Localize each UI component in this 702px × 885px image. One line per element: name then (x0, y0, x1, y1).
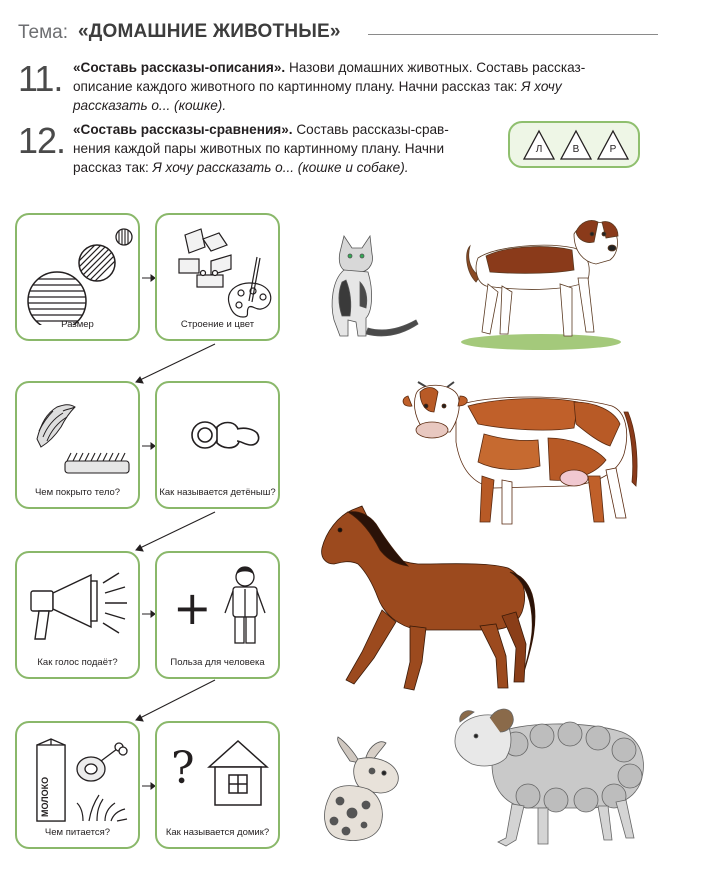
blocks-palette-icon (157, 215, 282, 325)
plan-card-size (15, 213, 140, 341)
lvr-triangles-box (508, 121, 640, 168)
task-11 (18, 58, 648, 118)
triangle-letter: Р (609, 144, 617, 155)
triangle-letter: Л (535, 144, 543, 155)
triangle-letter: В (572, 144, 580, 155)
task-text-line: нения каждой пары животных по картинному плану. Начни (73, 141, 445, 156)
plan-card-home (155, 721, 280, 849)
dog-picture (456, 212, 626, 352)
card-caption: Чем покрыто тело? (34, 487, 121, 498)
task-text-line: Назови домашних животных. Составь рассказ- (285, 60, 586, 75)
task-italic: рассказать о... (кошке). (73, 98, 227, 113)
plan-card-baby-name (155, 381, 280, 509)
plan-card-food (15, 721, 140, 849)
task-italic: Я хочу (521, 79, 562, 94)
task-text-line: Составь рассказы-срав- (292, 122, 449, 137)
plus-sign: + (173, 581, 212, 635)
card-caption: Как голос подаёт? (37, 657, 118, 668)
card-caption: Строение и цвет (180, 319, 255, 330)
circles-size-icon (17, 215, 142, 325)
task-text-line: описание каждого животного по картинному плану. Начни рассказ так: (73, 79, 522, 94)
plan-card-benefit (155, 551, 280, 679)
task-italic: Я хочу рассказать о... (кошке и собаке). (152, 160, 409, 175)
task-number: 11. (18, 58, 63, 99)
card-caption: Чем питается? (44, 827, 111, 838)
question-mark: ? (171, 743, 195, 794)
milk-label: МОЛОКО (40, 776, 50, 818)
card-caption: Размер (61, 319, 94, 330)
fur-brush-icon (17, 383, 142, 493)
triangle-l-icon (522, 129, 556, 161)
card-caption: Как называется домик? (165, 827, 270, 838)
task-number: 12. (18, 120, 66, 161)
megaphone-icon (17, 553, 142, 663)
rabbit-picture (310, 735, 414, 847)
task-text-line: рассказ так: (73, 160, 153, 175)
topic-title: «ДОМАШНИЕ ЖИВОТНЫЕ» (78, 21, 341, 42)
plan-card-voice (15, 551, 140, 679)
sheep-picture (446, 704, 646, 856)
card-caption: Польза для человека (170, 657, 265, 668)
milk-meat-grass-icon (17, 723, 142, 833)
horse-picture (318, 502, 546, 698)
triangle-r-icon (596, 129, 630, 161)
person-icon (157, 553, 282, 663)
task-bold-title: «Составь рассказы-описания». (73, 60, 286, 75)
pacifier-icon (157, 383, 282, 478)
plan-card-structure-color (155, 213, 280, 341)
task-bold-title: «Составь рассказы-сравнения». (73, 122, 293, 137)
header-rule (368, 34, 658, 35)
topic-prefix: Тема: (18, 22, 69, 43)
card-caption: Как называется детёныш? (159, 487, 276, 498)
task-text (73, 120, 503, 177)
task-text (73, 58, 648, 115)
plan-card-body-cover (15, 381, 140, 509)
cat-picture (312, 232, 424, 344)
house-icon (157, 723, 282, 833)
task-12 (18, 120, 498, 180)
page-header (18, 18, 648, 48)
triangle-v-icon (559, 129, 593, 161)
